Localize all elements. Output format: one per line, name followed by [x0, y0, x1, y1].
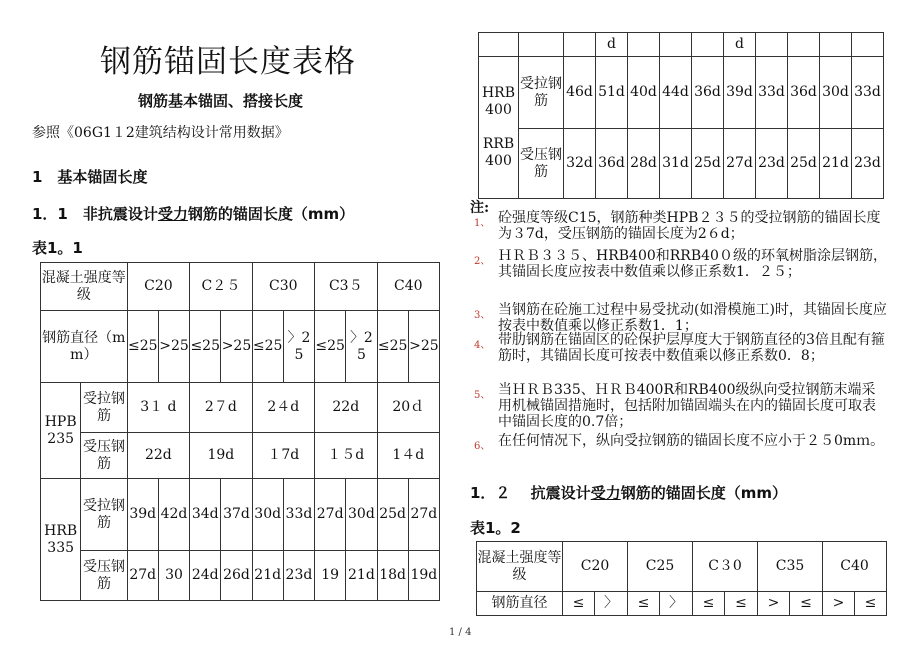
cont-cell — [519, 33, 564, 57]
diameter-cell: 〉 — [595, 592, 628, 616]
value-cell: 39d — [724, 57, 756, 129]
diameter-cell: > — [758, 592, 790, 616]
value-cell: 39d — [127, 479, 158, 551]
cont-cell — [660, 33, 692, 57]
value-cell: 25d — [788, 129, 820, 199]
value-cell: 3１ d — [127, 383, 189, 433]
section-heading-1-1: 1．1 非抗震设计受力钢筋的锚固长度（mm） — [32, 205, 355, 223]
note-text: 砼强度等级C15，钢筋种类HPB２３５的受拉钢筋的锚固长度为３7d，受压钢筋的锚固长度为2６d； — [498, 210, 881, 242]
value-cell: 20ｄ — [377, 383, 439, 433]
value-cell: 2７d — [190, 383, 252, 433]
note-number: 3、 — [474, 310, 491, 321]
grade-header: C3５ — [315, 263, 377, 311]
cont-cell — [479, 33, 519, 57]
grade-header: C20 — [563, 542, 628, 592]
cont-cell — [788, 33, 820, 57]
value-cell: 30d — [820, 57, 852, 129]
page-number: 1 / 4 — [449, 627, 472, 638]
note-number: 1、 — [474, 218, 491, 229]
value-cell: 18d — [377, 551, 408, 601]
value-cell: 22d — [315, 383, 377, 433]
value-cell: 44d — [660, 57, 692, 129]
diameter-cell: ≤25 — [190, 311, 221, 383]
diameter-cell: 〉25 — [283, 311, 314, 383]
diameter-cell: ≤25 — [252, 311, 283, 383]
cont-cell — [692, 33, 724, 57]
note-text: 带肋钢筋在锚固区的砼保护层厚度大于钢筋直径的3倍且配有箍筋时，其锚固长度可按表中数值乘以修正系数0．8； — [498, 332, 885, 364]
diameter-cell: ≤ — [725, 592, 758, 616]
grade-header: C25 — [628, 542, 693, 592]
diameter-cell: ≤ — [855, 592, 887, 616]
section-heading-1: 1 基本锚固长度 — [32, 168, 148, 186]
value-cell: 33d — [756, 57, 788, 129]
diameter-cell: ≤ — [563, 592, 595, 616]
value-cell: 25d — [377, 479, 408, 551]
value-cell: 21d — [820, 129, 852, 199]
header-concrete-grade: 混凝土强度等级 — [41, 263, 128, 311]
diameter-cell: 〉25 — [346, 311, 377, 383]
value-cell: 26d — [221, 551, 252, 601]
value-cell: 23d — [852, 129, 884, 199]
value-cell: 30d — [252, 479, 283, 551]
diameter-cell: >25 — [221, 311, 252, 383]
diameter-cell: ≤ — [628, 592, 660, 616]
note-text: 当钢筋在砼施工过程中易受扰动(如滑模施工)时，其锚固长度应按表中数值乘以修正系数1．1； — [498, 302, 887, 334]
subtitle: 钢筋基本锚固、搭接长度 — [138, 92, 304, 110]
diameter-cell: ≤ — [693, 592, 725, 616]
value-cell: 27d — [315, 479, 346, 551]
header-bar-diameter: 钢筋直径（mm） — [41, 311, 128, 383]
value-cell: 27d — [408, 479, 439, 551]
grade-header: C２５ — [190, 263, 252, 311]
steel-grade-hrb400 — [479, 57, 519, 199]
grade-header: C20 — [127, 263, 189, 311]
value-cell: 51d — [596, 57, 628, 129]
value-cell: 46d — [564, 57, 596, 129]
value-cell: 31d — [660, 129, 692, 199]
value-cell: 21d — [346, 551, 377, 601]
value-cell: 37d — [221, 479, 252, 551]
value-cell: 21d — [252, 551, 283, 601]
value-cell: 1４d — [377, 433, 439, 479]
grade-header: C３0 — [693, 542, 758, 592]
value-cell: 34d — [190, 479, 221, 551]
note-number: 2、 — [474, 256, 491, 267]
value-cell: 23d — [756, 129, 788, 199]
header-concrete-grade: 混凝土强度等级 — [477, 542, 563, 592]
diameter-cell: ≤ — [790, 592, 823, 616]
notes-label: 注: — [470, 200, 490, 216]
value-cell: 19 — [315, 551, 346, 601]
value-cell: 25d — [692, 129, 724, 199]
diameter-cell: ≤25 — [127, 311, 158, 383]
header-bar-diameter: 钢筋直径 — [477, 592, 563, 616]
steel-grade-label: HRB400 — [481, 85, 516, 118]
note-text: 当ＨＲＢ335、ＨＲＢ400R和RB400级纵向受拉钢筋末端采用机械锚固措施时，包括附加锚固端头在内的锚固长度可取表中锚固长度的0.7倍； — [498, 382, 876, 430]
value-cell: １7d — [252, 433, 314, 479]
note-number: 4、 — [474, 340, 491, 351]
anchorage-table-continued — [478, 32, 884, 199]
cont-cell: d — [724, 33, 756, 57]
value-cell: 27d — [127, 551, 158, 601]
diameter-cell: ≤25 — [377, 311, 408, 383]
note-text: 在任何情况下，纵向受拉钢筋的锚固长度不应小于２５0mｍ。 — [498, 433, 885, 449]
cont-cell — [564, 33, 596, 57]
value-cell: 22d — [127, 433, 189, 479]
diameter-cell: >25 — [158, 311, 189, 383]
diameter-cell: ≤25 — [315, 311, 346, 383]
value-cell: 33d — [852, 57, 884, 129]
table-2-label: 表1。2 — [470, 519, 521, 537]
row-kind: 受压钢筋 — [81, 551, 127, 601]
table-1-label: 表1。1 — [32, 239, 83, 257]
value-cell: 30 — [158, 551, 189, 601]
grade-header: C40 — [823, 542, 887, 592]
value-cell: 23d — [283, 551, 314, 601]
grade-header: C35 — [758, 542, 823, 592]
value-cell: 30d — [346, 479, 377, 551]
value-cell: 2４d — [252, 383, 314, 433]
value-cell: 36d — [596, 129, 628, 199]
row-kind: 受拉钢筋 — [81, 479, 127, 551]
cont-cell — [756, 33, 788, 57]
row-kind: 受拉钢筋 — [81, 383, 127, 433]
anchorage-table-non-seismic — [40, 262, 440, 601]
value-cell: 24d — [190, 551, 221, 601]
cont-cell: d — [596, 33, 628, 57]
cont-cell — [628, 33, 660, 57]
steel-grade-hpb235: HPB235 — [41, 383, 81, 479]
value-cell: 28d — [628, 129, 660, 199]
diameter-cell: > — [823, 592, 855, 616]
steel-grade-hrb335: HRB335 — [41, 479, 81, 601]
value-cell: 27d — [724, 129, 756, 199]
row-kind: 受压钢筋 — [81, 433, 127, 479]
note-number: 6、 — [474, 441, 491, 452]
page-title: 钢筋锚固长度表格 — [100, 44, 356, 80]
value-cell: 36d — [788, 57, 820, 129]
value-cell: 40d — [628, 57, 660, 129]
steel-grade-label: RRB400 — [482, 136, 515, 169]
value-cell: 19d — [408, 551, 439, 601]
reference-line: 参照《06G1１2建筑结构设计常用数据》 — [32, 125, 289, 141]
note-number: 5、 — [474, 390, 491, 401]
value-cell: 42d — [158, 479, 189, 551]
value-cell: 36d — [692, 57, 724, 129]
grade-header: C30 — [252, 263, 314, 311]
row-kind: 受压钢筋 — [519, 129, 564, 199]
diameter-cell: 〉 — [660, 592, 693, 616]
cont-cell — [820, 33, 852, 57]
section-heading-1-2: 1．２ 抗震设计受力钢筋的锚固长度（mm） — [470, 484, 787, 502]
row-kind: 受拉钢筋 — [519, 57, 564, 129]
value-cell: 33d — [283, 479, 314, 551]
value-cell: 32d — [564, 129, 596, 199]
anchorage-table-seismic — [476, 541, 887, 616]
note-text: ＨＲＢ３３５、HRB400和RRB40０级的环氧树脂涂层钢筋，其锚固长度应按表中数值乘以修正系数1．２５； — [498, 248, 887, 280]
value-cell: 19d — [190, 433, 252, 479]
value-cell: １５d — [315, 433, 377, 479]
cont-cell — [852, 33, 884, 57]
diameter-cell: >25 — [408, 311, 439, 383]
grade-header: C40 — [377, 263, 439, 311]
